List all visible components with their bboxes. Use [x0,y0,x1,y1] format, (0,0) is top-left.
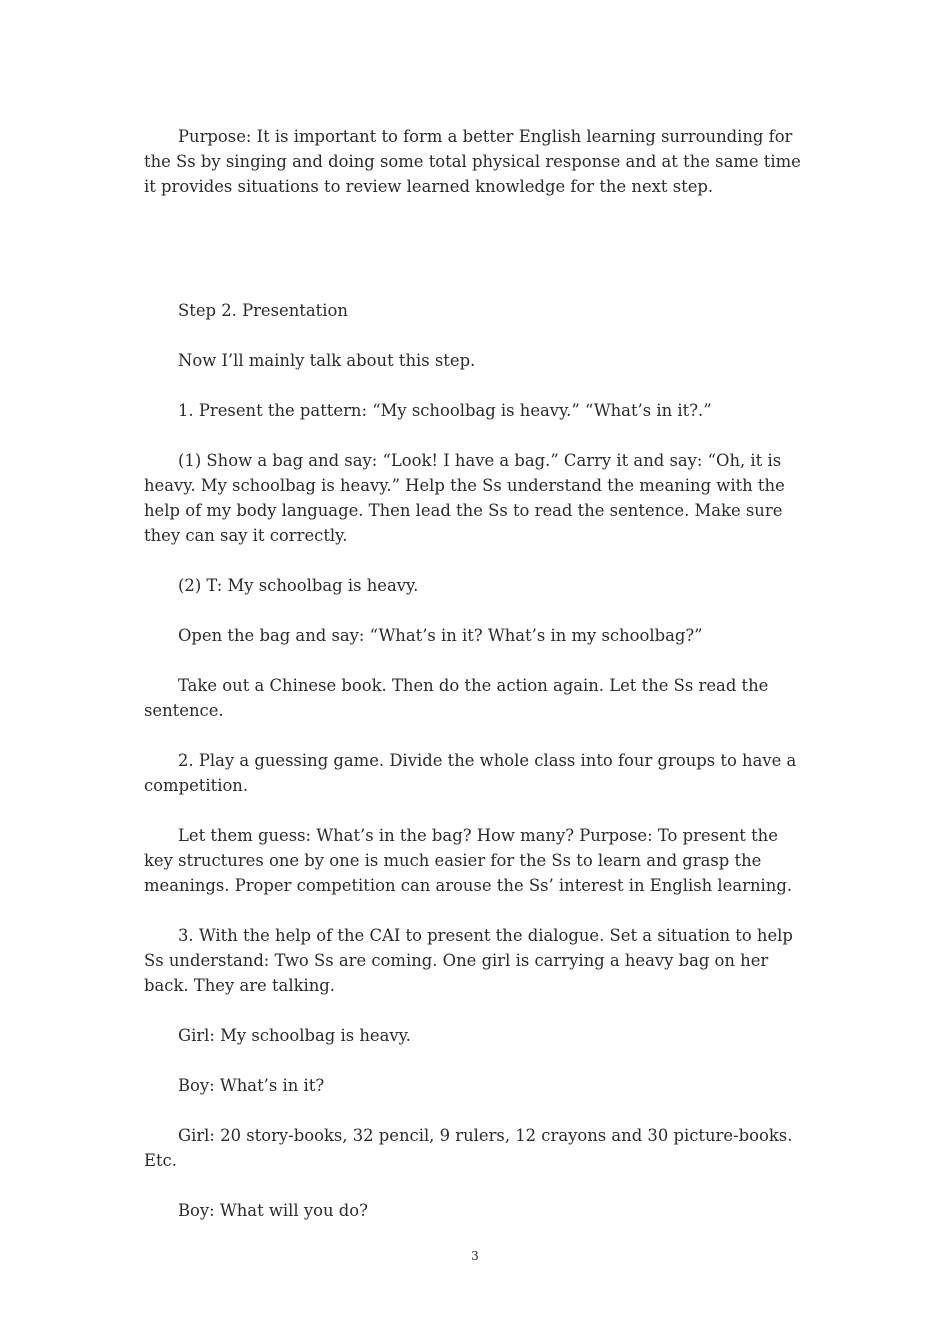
paragraph: 3. With the help of the CAI to present the dialogue. Set a situation to help Ss understand: Two Ss are coming. One girl is carrying a heavy bag on her back. They are talking. [144,926,793,995]
document-page [144,124,810,1248]
paragraph: (2) T: My schoolbag is heavy. [178,576,419,595]
paragraph: Now I’ll mainly talk about this step. [178,351,476,370]
paragraph: Open the bag and say: “What’s in it? What’s in my schoolbag?” [178,626,703,645]
dialogue-line: Boy: What will you do? [178,1201,368,1220]
page-number: 3 [471,1249,479,1263]
paragraph: (1) Show a bag and say: “Look! I have a bag.” Carry it and say: “Oh, it is heavy. My schoolbag is heavy.” Help the Ss understand the meaning with the help of my body language. Then lead the Ss to read the sentence. Make sure they can say it correctly. [144,451,785,545]
dialogue-line: Girl: 20 story-books, 32 pencil, 9 rulers, 12 crayons and 30 picture-books. Etc. [144,1126,793,1170]
paragraph: 1. Present the pattern: “My schoolbag is heavy.” “What’s in it?.” [178,401,712,420]
paragraph: 2. Play a guessing game. Divide the whole class into four groups to have a competition. [144,751,797,795]
dialogue-line: Girl: My schoolbag is heavy. [178,1026,411,1045]
paragraph: Take out a Chinese book. Then do the action again. Let the Ss read the sentence. [144,676,769,720]
dialogue-line: Boy: What’s in it? [178,1076,325,1095]
section-spacer [144,224,810,298]
purpose-paragraph: Purpose: It is important to form a better English learning surrounding for the Ss by singing and doing some total physical response and at the same time it provides situations to review learned knowledge for the next step. [144,127,801,196]
step-heading: Step 2. Presentation [178,301,348,320]
paragraph: Let them guess: What’s in the bag? How many? Purpose: To present the key structures one by one is much easier for the Ss to learn and grasp the meanings. Proper competition can arouse the Ss’ interest in English learning. [144,826,793,895]
